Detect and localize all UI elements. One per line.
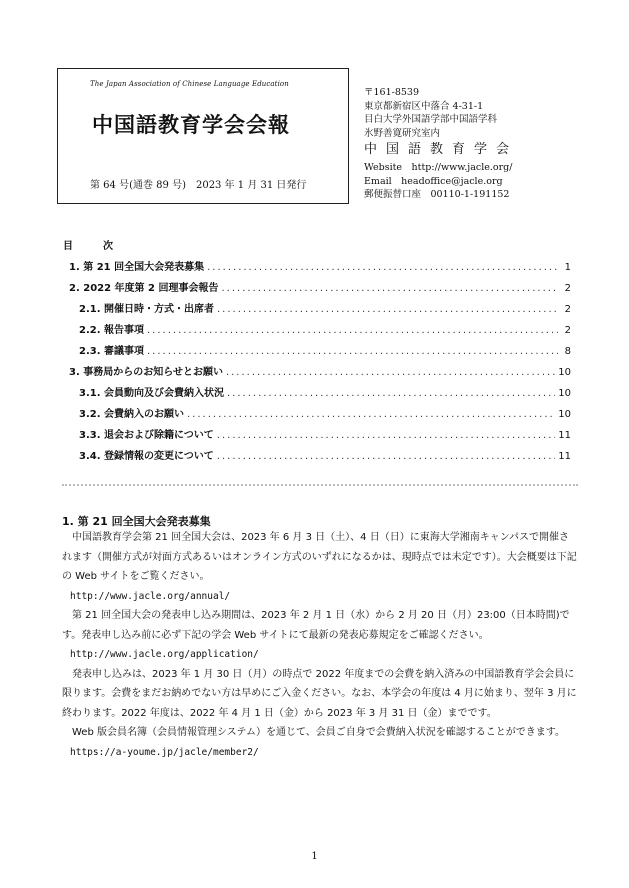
toc-item-label: 3.1. 会員動向及び会費納入状況 — [79, 388, 224, 399]
annual-url-link[interactable]: http://www.jacle.org/annual/ — [70, 590, 231, 602]
toc-item[interactable] — [79, 384, 571, 398]
toc-item-page: 2 — [564, 325, 571, 336]
toc-item-label: 1. 第 21 回全国大会発表募集 — [69, 262, 205, 273]
toc-item-page: 10 — [558, 367, 571, 378]
toc-leader — [221, 283, 558, 294]
paragraph-4: Web 版会員名簿（会員情報管理システム）を通じて、会員ご自身で会費納入状況を確認することができます。 — [72, 727, 565, 738]
toc-item[interactable] — [69, 363, 571, 377]
address-line-3: 氷野善寛研究室内 — [364, 127, 441, 139]
section-1-body — [62, 528, 578, 762]
paragraph-2: 第 21 回全国大会の発表申し込み期間は、2023 年 2 月 1 日（水）から 2 月 20 日（月）23:00（日本時間)です。発表申し込み前に必ず下記の学会 Web サイトにて最新の発表応募規定をご確認ください。 — [62, 610, 570, 641]
toc-item-label: 3. 事務局からのお知らせとお願い — [69, 367, 223, 378]
toc-leader — [217, 451, 555, 462]
toc-item-label: 3.4. 登録情報の変更について — [79, 451, 214, 462]
address-line-1: 東京都新宿区中落合 4-31-1 — [364, 100, 484, 112]
application-url-link[interactable]: http://www.jacle.org/application/ — [70, 649, 259, 660]
toc-leader — [207, 262, 558, 273]
toc-item[interactable] — [79, 342, 571, 356]
toc-item[interactable] — [79, 447, 571, 461]
toc-leader — [187, 409, 555, 420]
toc-item[interactable] — [79, 300, 571, 314]
address-block — [364, 86, 518, 202]
website-line[interactable]: Website http://www.jacle.org/ — [364, 162, 513, 173]
toc-item[interactable] — [69, 279, 571, 293]
english-title: The Japan Association of Chinese Language Education — [90, 80, 289, 88]
section-1-title: 1. 第 21 回全国大会発表募集 — [62, 515, 211, 528]
paragraph-3: 発表申し込みは、2023 年 1 月 30 日（月）の時点で 2022 年度までの会費を納入済みの中国語教育学会会員に限ります。会費をまだお納めでない方は早めにご入金ください。なお、本学会の年度は 4 月に始まり、翌年 3 月に終わります。2022 年度は、2022 年 4 月 1 日（金）から 2023 年 3 月 31 日（金）までです。 — [62, 668, 577, 719]
toc-item[interactable] — [79, 426, 571, 440]
toc-item-page: 1 — [564, 262, 571, 273]
toc-item-page: 10 — [558, 388, 571, 399]
toc-item-label: 2. 2022 年度第 2 回理事会報告 — [69, 283, 219, 294]
toc-item-page: 8 — [564, 346, 571, 357]
toc-item-label: 3.2. 会費納入のお願い — [79, 409, 184, 420]
newsletter-title: 中国語教育学会会報 — [92, 113, 290, 137]
toc-item-label: 2.2. 報告事項 — [79, 325, 144, 336]
member-url-link[interactable]: https://a-youme.jp/jacle/member2/ — [70, 746, 259, 758]
toc-heading: 目 次 — [63, 241, 123, 252]
postal-code: 〒161-8539 — [364, 87, 420, 98]
paragraph-1: 中国語教育学会第 21 回全国大会は、2023 年 6 月 3 日（土）、4 日（日）に東海大学湘南キャンパスで開催されます（開催方式が対面方式あるいはオンライン方式のいずれになるかは、現時点では未定です）。大会概要は下記の Web サイトをご覧ください。 — [62, 532, 577, 582]
toc-item-page: 11 — [558, 451, 571, 462]
toc-item-label: 2.1. 開催日時・方式・出席者 — [79, 304, 214, 315]
toc-item-page: 2 — [564, 283, 571, 294]
page-number: 1 — [311, 851, 318, 862]
toc-leader — [217, 430, 555, 441]
toc-item-page: 11 — [558, 430, 571, 441]
toc-leader — [227, 388, 555, 399]
toc-item-page: 10 — [558, 409, 571, 420]
toc-leader — [217, 304, 558, 315]
toc-item-page: 2 — [564, 304, 571, 315]
toc-item[interactable] — [69, 258, 571, 272]
email-line[interactable]: Email headoffice@jacle.org — [364, 175, 503, 187]
issue-info: 第 64 号(通巻 89 号) 2023 年 1 月 31 日発行 — [90, 180, 307, 191]
address-line-2: 目白大学外国語学部中国語学科 — [364, 114, 498, 125]
postal-transfer-account: 郵便振替口座 00110-1-191152 — [364, 189, 510, 200]
toc-item-label: 3.3. 退会および除籍について — [79, 430, 214, 441]
toc-item-label: 2.3. 審議事項 — [79, 346, 144, 357]
toc-leader — [147, 346, 558, 357]
masthead-box — [57, 68, 349, 204]
toc-leader — [147, 325, 558, 336]
toc-leader — [226, 367, 555, 378]
toc-item[interactable] — [79, 405, 571, 419]
section-divider — [62, 484, 578, 486]
toc-item[interactable] — [79, 321, 571, 335]
organization-name: 中国語教育学会 — [364, 142, 519, 157]
